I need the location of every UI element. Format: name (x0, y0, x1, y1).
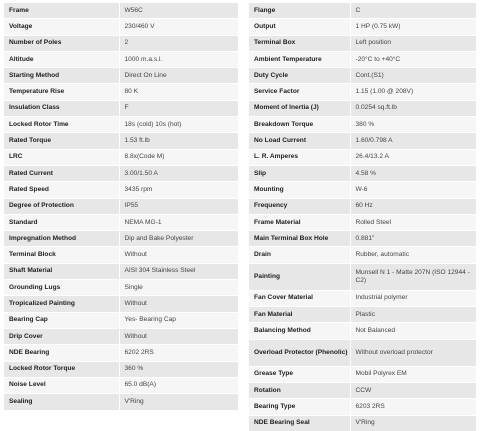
spec-row (249, 339, 476, 366)
left-spec-table-body (4, 3, 238, 410)
spec-label: Painting (249, 263, 350, 290)
spec-row (4, 149, 238, 165)
spec-label: Noise Level (4, 377, 119, 393)
spec-value: Not Balanced (350, 323, 476, 339)
spec-row (249, 323, 476, 339)
spec-value: NEMA MG-1 (119, 214, 238, 230)
spec-value: Without overload protector (350, 339, 476, 366)
spec-value: C (350, 3, 476, 19)
spec-value: 0.881" (350, 231, 476, 247)
spec-label: Starting Method (4, 68, 119, 84)
spec-value: Without (119, 328, 238, 344)
spec-value: 80 K (119, 84, 238, 100)
spec-row (249, 100, 476, 116)
spec-value: 6202 2RS (119, 345, 238, 361)
spec-row (249, 247, 476, 263)
spec-label: L. R. Amperes (249, 149, 350, 165)
spec-value: Plastic (350, 307, 476, 323)
spec-label: Rated Torque (4, 133, 119, 149)
spec-value: AISI 304 Stainless Steel (119, 263, 238, 279)
spec-row (4, 3, 238, 19)
spec-row (4, 377, 238, 393)
spec-row (249, 366, 476, 382)
spec-row (4, 19, 238, 35)
spec-row (4, 231, 238, 247)
spec-label: Shaft Material (4, 263, 119, 279)
left-spec-table (4, 2, 238, 410)
right-spec-table-body (249, 3, 476, 431)
spec-row (4, 296, 238, 312)
spec-row (249, 19, 476, 35)
spec-label: Mounting (249, 182, 350, 198)
spec-row (4, 100, 238, 116)
spec-row (249, 182, 476, 198)
spec-label: Slip (249, 165, 350, 181)
spec-label: NDE Bearing (4, 345, 119, 361)
spec-row (4, 117, 238, 133)
spec-label: Number of Poles (4, 35, 119, 51)
spec-value: F (119, 100, 238, 116)
spec-value: 26.4/13.2 A (350, 149, 476, 165)
spec-value: Rubber, automatic (350, 247, 476, 263)
spec-row (4, 312, 238, 328)
spec-label: Fan Cover Material (249, 290, 350, 306)
spec-row (249, 51, 476, 67)
spec-row (249, 165, 476, 181)
spec-label: Rated Current (4, 165, 119, 181)
spec-value: V'Ring (350, 415, 476, 431)
spec-row (4, 280, 238, 296)
spec-row (249, 35, 476, 51)
spec-row (4, 198, 238, 214)
spec-label: Output (249, 19, 350, 35)
spec-row (249, 133, 476, 149)
spec-label: Flange (249, 3, 350, 19)
spec-value: Without (119, 247, 238, 263)
spec-value: 1 HP (0.75 kW) (350, 19, 476, 35)
spec-value: Without (119, 296, 238, 312)
spec-value: 3.00/1.50 A (119, 165, 238, 181)
spec-row (4, 84, 238, 100)
spec-label: Grease Type (249, 366, 350, 382)
spec-value: 1.15 (1.00 @ 208V) (350, 84, 476, 100)
spec-value: 18s (cold) 10s (hot) (119, 117, 238, 133)
spec-label: Voltage (4, 19, 119, 35)
spec-label: Insulation Class (4, 100, 119, 116)
spec-label: Drip Cover (4, 328, 119, 344)
spec-row (249, 263, 476, 290)
spec-value: 65.0 dB(A) (119, 377, 238, 393)
spec-label: Rated Speed (4, 182, 119, 198)
spec-row (4, 247, 238, 263)
spec-label: Standard (4, 214, 119, 230)
spec-value: 1.53 ft.lb (119, 133, 238, 149)
spec-value: 6203 2RS (350, 399, 476, 415)
spec-label: Sealing (4, 394, 119, 410)
spec-value: Single (119, 280, 238, 296)
spec-value: CCW (350, 382, 476, 398)
spec-label: Tropicalized Painting (4, 296, 119, 312)
spec-value: 8.8x(Code M) (119, 149, 238, 165)
spec-row (4, 68, 238, 84)
spec-value: W56C (119, 3, 238, 19)
spec-label: Impregnation Method (4, 231, 119, 247)
spec-value: IP55 (119, 198, 238, 214)
spec-label: Main Terminal Box Hole (249, 231, 350, 247)
right-spec-table (249, 2, 476, 431)
spec-value: V'Ring (119, 394, 238, 410)
spec-label: Service Factor (249, 84, 350, 100)
spec-label: Moment of Inertia (J) (249, 100, 350, 116)
spec-row (249, 198, 476, 214)
spec-value: 380 % (350, 117, 476, 133)
spec-row (249, 3, 476, 19)
spec-label: Frequency (249, 198, 350, 214)
spec-row (249, 84, 476, 100)
spec-row (4, 394, 238, 410)
spec-label: Grounding Lugs (4, 280, 119, 296)
spec-label: Temperature Rise (4, 84, 119, 100)
spec-label: Altitude (4, 51, 119, 67)
spec-row (4, 182, 238, 198)
spec-value: W-6 (350, 182, 476, 198)
spec-label: Locked Rotor Torque (4, 361, 119, 377)
spec-label: Frame (4, 3, 119, 19)
spec-label: Fan Material (249, 307, 350, 323)
spec-row (4, 361, 238, 377)
spec-row (4, 165, 238, 181)
spec-label: LRC (4, 149, 119, 165)
spec-value: 1000 m.a.s.l. (119, 51, 238, 67)
spec-value: 60 Hz (350, 198, 476, 214)
spec-row (249, 290, 476, 306)
spec-label: Locked Rotor Time (4, 117, 119, 133)
spec-row (4, 328, 238, 344)
spec-label: Breakdown Torque (249, 117, 350, 133)
spec-value: 1.60/0.798 A (350, 133, 476, 149)
spec-row (249, 307, 476, 323)
spec-value: Left position (350, 35, 476, 51)
spec-row (249, 382, 476, 398)
spec-row (249, 68, 476, 84)
spec-value: Cont.(S1) (350, 68, 476, 84)
spec-label: Degree of Protection (4, 198, 119, 214)
spec-value: 0.0254 sq.ft.lb (350, 100, 476, 116)
spec-row (4, 263, 238, 279)
spec-value: Rolled Steel (350, 214, 476, 230)
spec-label: Overload Protector (Phenolic) (249, 339, 350, 366)
spec-row (249, 231, 476, 247)
spec-label: Ambient Temperature (249, 51, 350, 67)
spec-label: Duty Cycle (249, 68, 350, 84)
spec-label: Terminal Block (4, 247, 119, 263)
spec-value: Direct On Line (119, 68, 238, 84)
spec-label: No Load Current (249, 133, 350, 149)
spec-label: Frame Material (249, 214, 350, 230)
spec-label: Rotation (249, 382, 350, 398)
spec-value: 230/460 V (119, 19, 238, 35)
spec-label: Bearing Type (249, 399, 350, 415)
spec-value: -20°C to +40°C (350, 51, 476, 67)
spec-row (4, 35, 238, 51)
spec-label: Drain (249, 247, 350, 263)
spec-label: Bearing Cap (4, 312, 119, 328)
spec-row (249, 149, 476, 165)
spec-row (4, 345, 238, 361)
spec-value: Dip and Bake Polyester (119, 231, 238, 247)
spec-label: Terminal Box (249, 35, 350, 51)
spec-label: Balancing Method (249, 323, 350, 339)
spec-row (4, 214, 238, 230)
spec-value: Yes- Bearing Cap (119, 312, 238, 328)
spec-label: NDE Bearing Seal (249, 415, 350, 431)
spec-value: 4.58 % (350, 165, 476, 181)
spec-value: 2 (119, 35, 238, 51)
spec-value: 360 % (119, 361, 238, 377)
spec-row (4, 133, 238, 149)
spec-value: Industrial polymer (350, 290, 476, 306)
spec-value: Munsell N 1 - Matte 207N (ISO 12944 - C2) (350, 263, 476, 290)
spec-row (249, 117, 476, 133)
spec-row (249, 399, 476, 415)
spec-row (4, 51, 238, 67)
spec-value: Mobil Polyrex EM (350, 366, 476, 382)
spec-row (249, 214, 476, 230)
spec-value: 3435 rpm (119, 182, 238, 198)
